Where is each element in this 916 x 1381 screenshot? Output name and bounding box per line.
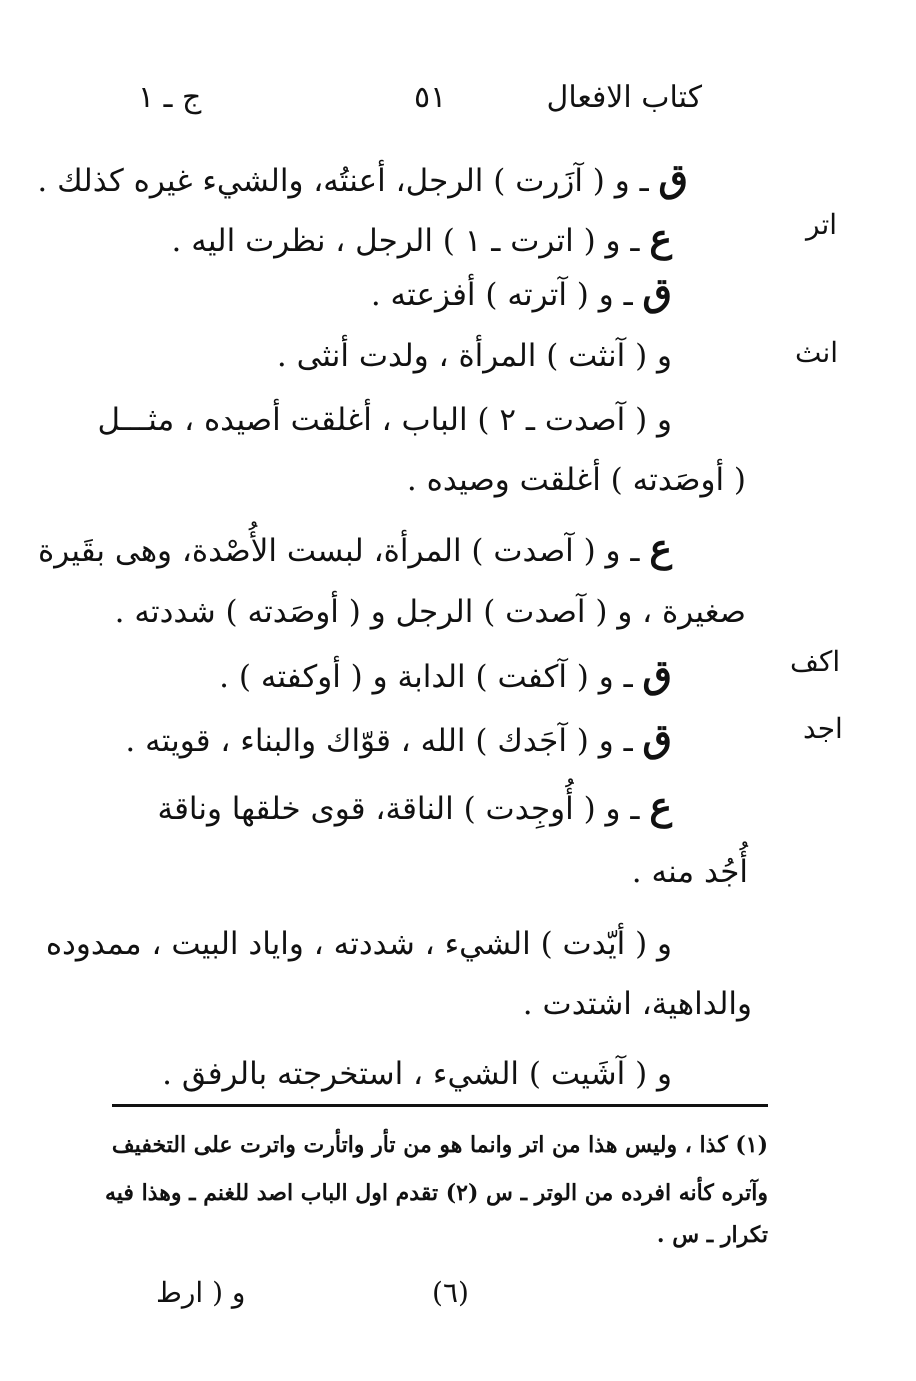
line-text: صغيرة ، و ( آصدت ) الرجل و ( أوصَدته ) شددته . xyxy=(114,594,746,630)
footer-page-number: (٦) xyxy=(432,1276,469,1309)
line-text: ـ و ( آزَرت ) الرجل، أعنتُه، والشيء غيره كذلك . xyxy=(37,163,659,199)
text-line xyxy=(157,783,672,829)
margin-word: انث xyxy=(795,336,839,369)
text-line xyxy=(523,984,752,1024)
line-text: ـ و ( آترته ) أفزعته . xyxy=(370,277,643,313)
text-line xyxy=(219,651,672,697)
line-text: و ( آشَيت ) الشيء ، استخرجته بالرفق . xyxy=(162,1056,672,1092)
line-text: والداهية، اشتدت . xyxy=(522,986,752,1022)
line-text: و ( آصدت ـ ٢ ) الباب ، أغلقت أصيده ، مثـــل xyxy=(97,402,672,438)
text-line xyxy=(162,1054,672,1094)
siglum: ع xyxy=(649,525,672,570)
footnote-line: تكرار ـ س . xyxy=(656,1222,768,1248)
text-line xyxy=(46,924,672,964)
siglum: ق xyxy=(658,155,688,200)
line-text: أُجُد منه . xyxy=(631,854,748,890)
text-line xyxy=(38,525,672,571)
siglum: ق xyxy=(642,715,672,760)
text-line xyxy=(115,592,746,632)
text-line xyxy=(171,215,673,261)
text-line xyxy=(370,269,672,315)
footnote-line: وآتره كأنه افرده من الوتر ـ س (٢) تقدم اول الباب اصد للغنم ـ وهذا فيه xyxy=(104,1180,768,1206)
line-text: و ( آنثت ) المرأة ، ولدت أنثى . xyxy=(276,338,672,374)
siglum: ق xyxy=(642,269,672,314)
line-text: ـ و ( آصدت ) المرأة، لبست الأُصْدة، وهى بقَيرة xyxy=(38,533,650,569)
volume-label: ج ـ ١ xyxy=(138,80,202,115)
margin-word: اجد xyxy=(803,712,843,745)
text-line xyxy=(98,400,672,440)
line-text: ـ و ( أُوجِدت ) الناقة، قوى خلقها وناقة xyxy=(157,791,650,827)
line-text: ـ و ( اترت ـ ١ ) الرجل ، نظرت اليه . xyxy=(171,223,650,259)
siglum: ع xyxy=(649,783,672,828)
text-line xyxy=(37,155,688,201)
text-line xyxy=(632,852,748,892)
text-line xyxy=(277,336,672,376)
siglum: ع xyxy=(649,215,672,260)
book-title: كتاب الافعال xyxy=(546,80,702,115)
catchword: و ( ارط xyxy=(156,1276,246,1309)
text-line xyxy=(407,460,746,500)
margin-word: اتر xyxy=(806,208,838,241)
siglum: ق xyxy=(642,651,672,696)
page-number: ٥١ xyxy=(414,80,447,115)
text-line xyxy=(125,715,672,761)
footnote-rule xyxy=(112,1104,768,1107)
line-text: ( أوصَدته ) أغلقت وصيده . xyxy=(406,462,746,498)
line-text: ـ و ( آجَدك ) الله ، قوّاك والبناء ، قويته . xyxy=(125,723,643,759)
footnote-line: (١) كذا ، وليس هذا من اتر وانما هو من تأر واتأرت واترت على التخفيف xyxy=(111,1132,768,1158)
line-text: و ( أيّدت ) الشيء ، شددته ، واياد البيت ، ممدوده xyxy=(45,926,672,962)
margin-word: اكف xyxy=(790,645,841,678)
line-text: ـ و ( آكفت ) الدابة و ( أوكفته ) . xyxy=(219,659,643,695)
